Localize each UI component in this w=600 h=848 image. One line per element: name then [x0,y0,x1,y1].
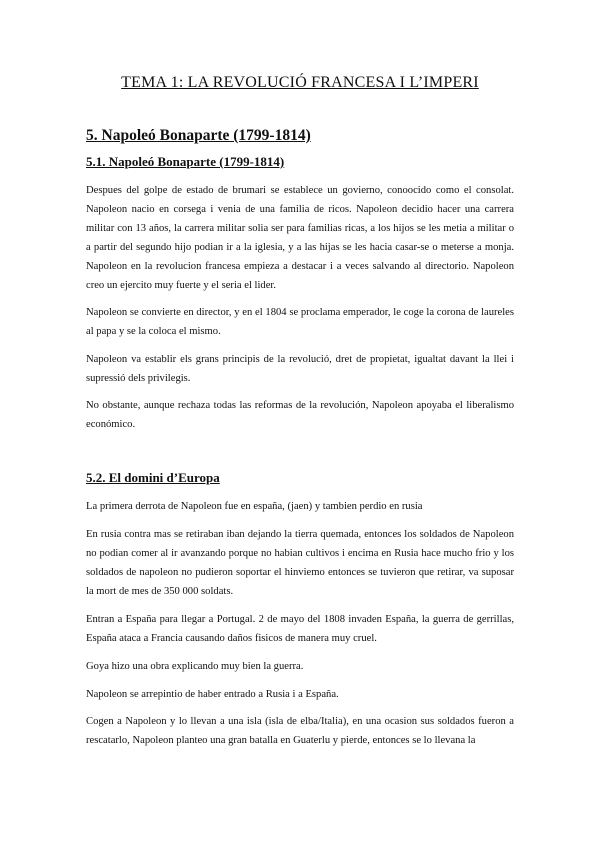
paragraph: Cogen a Napoleon y lo llevan a una isla (isla de elba/Italia), en una ocasion sus soldados fueron a rescatarlo, Napoleon planteo una gran batalla en Guaterlu y pierde, entonces se lo llevana la [86,716,514,746]
document-title: TEMA 1: LA REVOLUCIÓ FRANCESA I L’IMPERI [121,74,479,91]
paragraph: Napoleon va establir els grans principis de la revolució, dret de propietat, igualtat davant la llei i supressió dels privilegis. [86,354,514,384]
subsection-2-heading: 5.2. El domini d’Europa [86,470,220,485]
paragraph: La primera derrota de Napoleon fue en españa, (jaen) y tambien perdio en rusia [86,501,423,512]
paragraph: Entran a España para llegar a Portugal. 2 de mayo del 1808 invaden España, la guerra de gerrillas, España ataca a Francia causando daños fisicos de manera muy cruel. [86,614,514,644]
paragraph: No obstante, aunque rechaza todas las reformas de la revolución, Napoleon apoyaba el liberalismo económico. [86,400,514,430]
paragraph: Napoleon se arrepintio de haber entrado a Rusia i a España. [86,689,339,700]
paragraph: Goya hizo una obra explicando muy bien la guerra. [86,661,304,672]
paragraph: En rusia contra mas se retiraban iban dejando la tierra quemada, entonces los soldados de Napoleon no podian comer al ir avanzando porque no habian cultivos i encima en Rusia hace mucho frio y los soldados de napoleon no pudieron soportar el hinviemo entonces se tuvieron que retirar, va suposar la mort de mes de 350 000 soldats. [86,529,514,597]
subsection-1-heading: 5.1. Napoleó Bonaparte (1799-1814) [86,154,285,169]
paragraph: Napoleon se convierte en director, y en el 1804 se proclama emperador, le coge la corona de laureles al papa y se la coloca el mismo. [86,307,514,337]
section-heading: 5. Napoleó Bonaparte (1799-1814) [86,127,311,144]
paragraph: Despues del golpe de estado de brumari se establece un govierno, conoocido como el consolat. Napoleon nacio en corsega i venia de una familia de ricos. Napoleon decidio hacer una carrera militar con 13 años, la carrera militar solia ser para familias ricas, a los hijos se les metia a militar o a partir del segundo hijo podian ir a la iglesia, y a las hijas se les hacia casar-se o meterse a monja. Napoleon en la revolucion francesa empieza a destacar i a veces salvando al directorio. Napoleon creo un ejercito muy fuerte y el seria el lider. [86,185,514,291]
